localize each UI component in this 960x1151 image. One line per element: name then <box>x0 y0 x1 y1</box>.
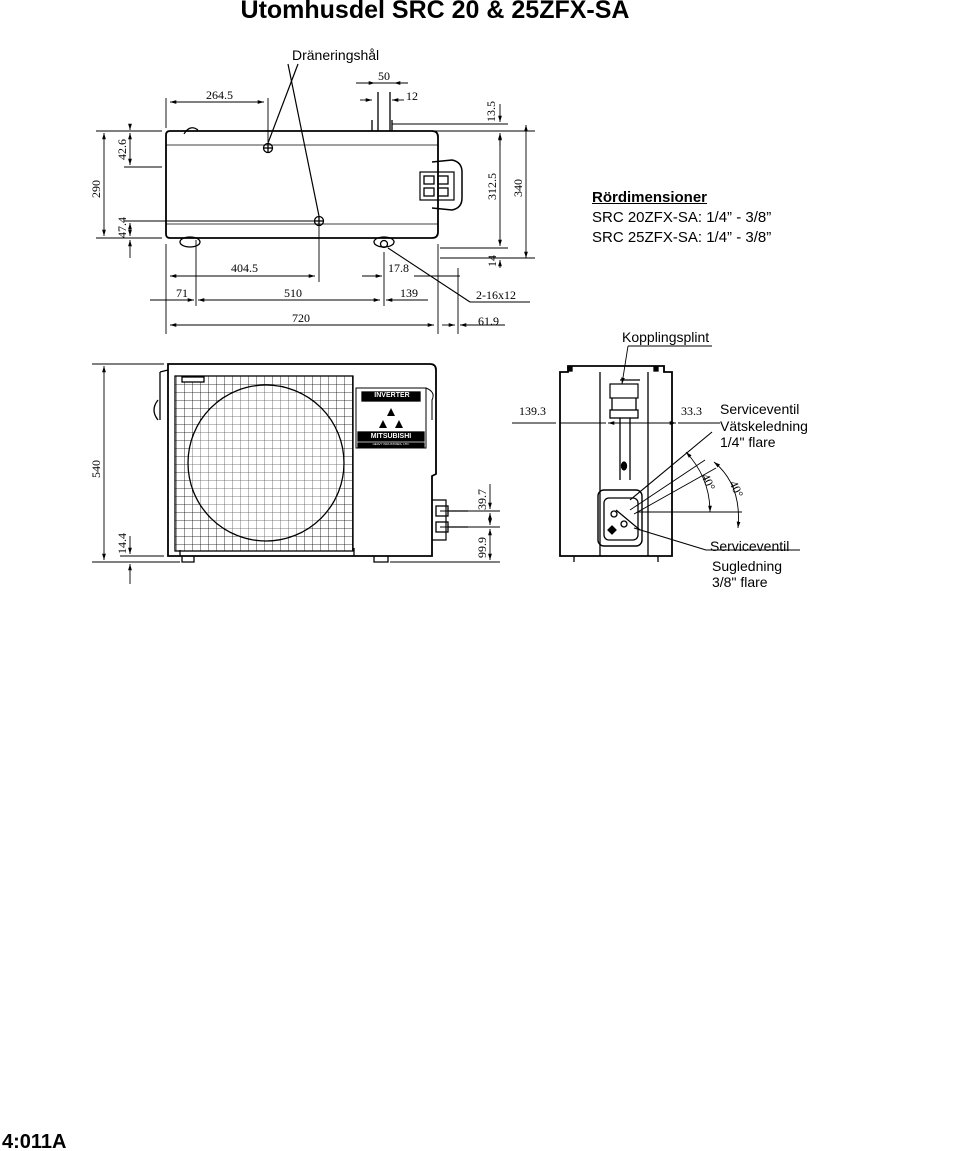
page-title: Utomhusdel SRC 20 & 25ZFX-SA <box>240 0 630 24</box>
dim-71: 71 <box>176 286 188 300</box>
service-valve-suction-label: Serviceventil <box>710 538 790 554</box>
dim-12: 12 <box>406 89 418 103</box>
dim-17-8: 17.8 <box>388 261 409 275</box>
page-number: 4:011A <box>2 1131 67 1151</box>
pipe-dimensions-heading: Rördimensioner <box>592 189 708 206</box>
liquid-line-label: Vätskeledning <box>720 418 808 434</box>
dim-14: 14 <box>485 255 499 267</box>
pipe-dimensions-line-1: SRC 20ZFX-SA: 1/4” - 3/8” <box>592 209 772 226</box>
inverter-badge: INVERTER <box>374 392 410 399</box>
dim-290: 290 <box>89 180 103 198</box>
dim-720: 720 <box>292 311 310 325</box>
top-view-dimensions <box>96 83 535 334</box>
liquid-flare-label: 1/4" flare <box>720 434 776 450</box>
dim-312-5: 312.5 <box>485 173 499 200</box>
suction-flare-label: 3/8" flare <box>712 574 768 590</box>
dim-340: 340 <box>511 179 525 197</box>
maker-logo-text: MITSUBISHI <box>370 433 412 440</box>
dim-33-3: 33.3 <box>681 404 702 418</box>
dim-540: 540 <box>89 460 103 478</box>
dim-264-5: 264.5 <box>206 88 233 102</box>
dim-139: 139 <box>400 286 418 300</box>
dim-42-6: 42.6 <box>115 139 129 160</box>
dim-404-5: 404.5 <box>231 261 258 275</box>
drain-hole-label: Dräneringshål <box>292 47 380 63</box>
dim-13-5: 13.5 <box>484 101 498 122</box>
dim-61-9: 61.9 <box>478 314 499 328</box>
maker-sub-text: HEAVY INDUSTRIES, LTD. <box>372 442 410 446</box>
dim-39-7: 39.7 <box>475 489 489 510</box>
dim-139-3: 139.3 <box>519 404 546 418</box>
service-valve-liquid-label: Serviceventil <box>720 401 800 417</box>
dim-14-4: 14.4 <box>115 533 129 554</box>
dim-47-4: 47.4 <box>115 217 129 238</box>
dim-50: 50 <box>378 69 390 83</box>
terminal-block-label: Kopplingsplint <box>622 329 710 345</box>
hole-dimension: 2-16x12 <box>476 288 516 302</box>
side-view <box>560 366 672 562</box>
suction-line-label: Sugledning <box>712 558 783 574</box>
dim-510: 510 <box>284 286 302 300</box>
angle-2: 40° <box>726 478 747 500</box>
pipe-dimensions-line-2: SRC 25ZFX-SA: 1/4” - 3/8” <box>592 229 772 246</box>
angle-1: 40° <box>698 471 719 493</box>
dim-99-9: 99.9 <box>475 537 489 558</box>
